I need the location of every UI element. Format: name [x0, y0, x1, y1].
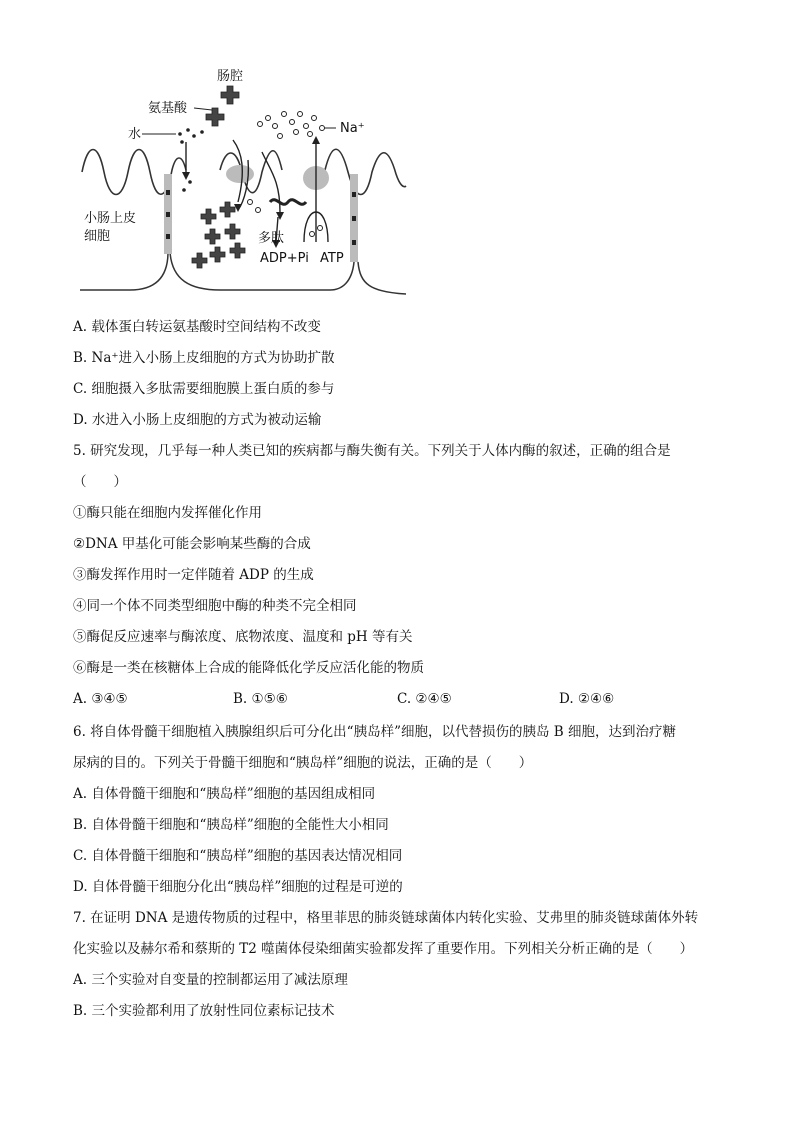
- label-adp: ADP+Pi: [260, 251, 309, 266]
- q4-option-c: C. 细胞摄入多肽需要细胞膜上蛋白质的参与: [73, 381, 335, 397]
- q6-option-a: A. 自体骨髓干细胞和“胰岛样”细胞的基因组成相同: [73, 786, 376, 802]
- q5-item: ③酶发挥作用时一定伴随着 ADP 的生成: [73, 567, 314, 583]
- q7-stem-line2: 化实验以及赫尔希和蔡斯的 T2 噬菌体侵染细菌实验都发挥了重要作用。下列相关分析正确的是（ ）: [73, 941, 694, 957]
- transport-diagram-svg: [70, 62, 415, 302]
- label-atp: ATP: [320, 251, 344, 266]
- q5-option-a: A. ③④⑤: [73, 691, 128, 707]
- cell-wall-right: [358, 262, 406, 294]
- label-peptide: 多肽: [258, 231, 285, 246]
- q5-stem-line1: 5. 研究发现，几乎每一种人类已知的疾病都与酶失衡有关。下列关于人体内酶的叙述，正确的组合是: [73, 443, 671, 459]
- label-cell-2: 细胞: [84, 229, 111, 244]
- transport-diagram: [70, 62, 415, 302]
- q7-option-b: B. 三个实验都利用了放射性同位素标记技术: [73, 1003, 335, 1019]
- q4-option-d: D. 水进入小肠上皮细胞的方式为被动运输: [73, 412, 322, 428]
- q5-item: ⑥酶是一类在核糖体上合成的能降低化学反应活化能的物质: [73, 660, 424, 676]
- q5-option-c: C. ②④⑤: [397, 691, 452, 707]
- membrane-right: [325, 149, 406, 194]
- q5-stem-line2: （ ）: [73, 474, 127, 490]
- q5-option-d: D. ②④⑥: [559, 691, 615, 707]
- label-amino-acid: 氨基酸: [148, 101, 188, 116]
- q7-option-a: A. 三个实验对自变量的控制都运用了减法原理: [73, 972, 348, 988]
- q5-item: ①酶只能在细胞内发挥催化作用: [73, 505, 262, 521]
- q7-stem-line1: 7. 在证明 DNA 是遗传物质的过程中，格里菲思的肺炎链球菌体内转化实验、艾弗里的肺炎链球菌体外转: [73, 910, 699, 926]
- label-sodium: Na⁺: [340, 121, 365, 136]
- peptide-coil: [270, 200, 306, 205]
- label-cell: 小肠上皮: [84, 211, 137, 226]
- q4-option-a: A. 载体蛋白转运氨基酸时空间结构不改变: [73, 319, 321, 335]
- q6-stem-line1: 6. 将自体骨髓干细胞植入胰腺组织后可分化出“胰岛样”细胞，以代替损伤的胰岛 B 细胞，达到治疗糖: [73, 724, 676, 740]
- label-water: 水: [128, 127, 142, 142]
- q4-option-b: B. Na⁺进入小肠上皮细胞的方式为协助扩散: [73, 350, 335, 366]
- q5-item: ②DNA 甲基化可能会影响某些酶的合成: [73, 536, 311, 552]
- q6-option-c: C. 自体骨髓干细胞和“胰岛样”细胞的基因表达情况相同: [73, 848, 403, 864]
- transport-arrows: [186, 140, 328, 242]
- q6-option-b: B. 自体骨髓干细胞和“胰岛样”细胞的全能性大小相同: [73, 817, 389, 833]
- q5-item: ⑤酶促反应速率与酶浓度、底物浓度、温度和 pH 等有关: [73, 629, 413, 645]
- carrier-protein-aa: [226, 165, 254, 183]
- q5-item: ④同一个体不同类型细胞中酶的种类不完全相同: [73, 598, 357, 614]
- label-lumen: 肠腔: [217, 69, 244, 84]
- q5-option-b: B. ①⑤⑥: [233, 691, 288, 707]
- q6-option-d: D. 自体骨髓干细胞分化出“胰岛样”细胞的过程是可逆的: [73, 879, 403, 895]
- q6-stem-line2: 尿病的目的。下列关于骨髓干细胞和“胰岛样”细胞的说法，正确的是（ ）: [73, 755, 533, 771]
